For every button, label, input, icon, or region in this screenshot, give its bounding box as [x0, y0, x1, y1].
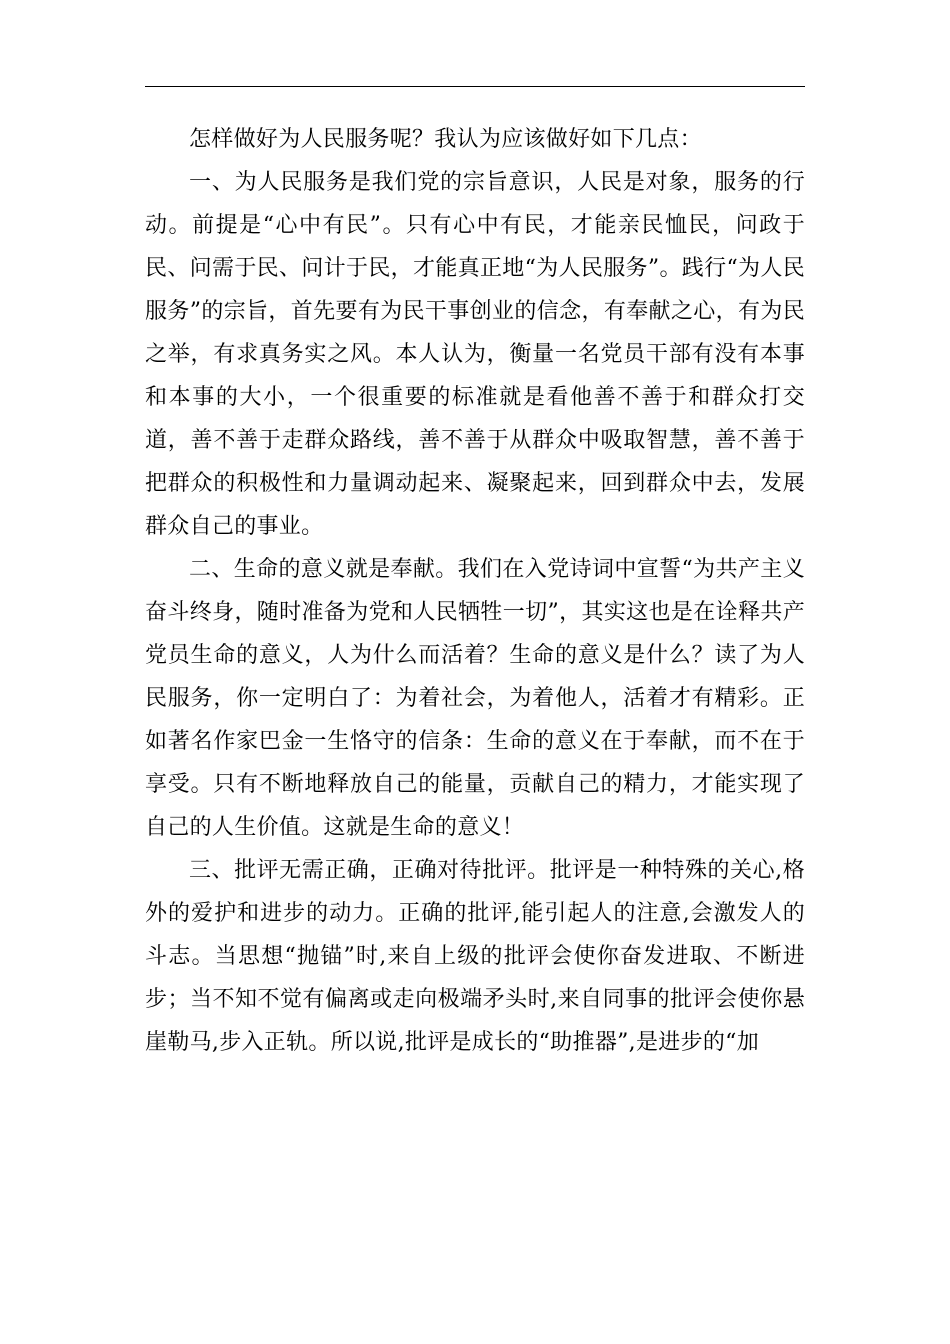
paragraph-point-two: 二、生命的意义就是奉献。我们在入党诗词中宣誓“为共产主义奋斗终身，随时准备为党和人民牺牲一切”，其实这也是在诠释共产党员生命的意义，人为什么而活着？生命的意义是什么？读了为人民服务，你一定明白了：为着社会，为着他人，活着才有精彩。正如著名作家巴金一生恪守的信条：生命的意义在于奉献，而不在于享受。只有不断地释放自己的能量，贡献自己的精力，才能实现了自己的人生价值。这就是生命的意义！: [145, 557, 805, 840]
paragraph-intro: 怎样做好为人民服务呢？我认为应该做好如下几点：: [189, 127, 702, 152]
paragraph-point-three: 三、批评无需正确，正确对待批评。批评是一种特殊的关心,格外的爱护和进步的动力。正确的批评,能引起人的注意,会激发人的斗志。当思想“抛锚”时,来自上级的批评会使你奋发进取、不断进步；当不知不觉有偏离或走向极端矛头时,来自同事的批评会使你悬崖勒马,步入正轨。所以说,批评是成长的“助推器”,是进步的“加: [145, 858, 805, 1055]
document-body: [145, 118, 805, 1064]
paragraph-point-one: 一、为人民服务是我们党的宗旨意识，人民是对象，服务的行动。前提是“心中有民”。只有心中有民，才能亲民恤民，问政于民、问需于民、问计于民，才能真正地“为人民服务”。践行“为人民服务”的宗旨，首先要有为民干事创业的信念，有奉献之心，有为民之举，有求真务实之风。本人认为，衡量一名党员干部有没有本事和本事的大小，一个很重要的标准就是看他善不善于和群众打交道，善不善于走群众路线，善不善于从群众中吸取智慧，善不善于把群众的积极性和力量调动起来、凝聚起来，回到群众中去，发展群众自己的事业。: [145, 170, 805, 539]
header-rule: [145, 86, 805, 87]
